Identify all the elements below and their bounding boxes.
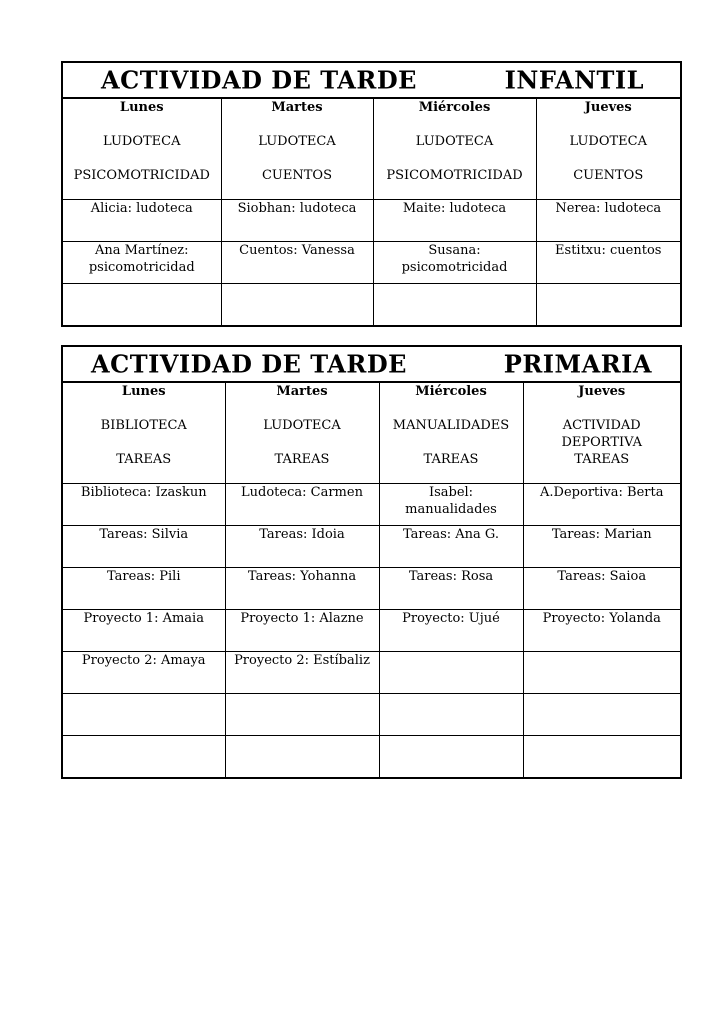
table-cell	[225, 694, 379, 736]
infantil-title-bar	[62, 62, 681, 98]
table-cell: Proyecto 1: Amaia	[62, 610, 225, 652]
table-cell	[225, 736, 379, 779]
table-row	[62, 242, 681, 284]
table-cell: Tareas: Yohanna	[225, 568, 379, 610]
table-cell: Ana Martínez: psicomotricidad	[62, 242, 221, 284]
primaria-schedule-table	[61, 345, 682, 779]
infantil-schedule-table	[61, 61, 682, 327]
activity-1: MANUALIDADES	[392, 418, 510, 433]
table-row	[62, 200, 681, 242]
table-cell: Proyecto 2: Estíbaliz	[225, 652, 379, 694]
table-cell: Nerea: ludoteca	[536, 200, 681, 242]
infantil-day-header	[536, 98, 681, 200]
table-cell	[62, 694, 225, 736]
table-cell	[523, 694, 681, 736]
table-row	[62, 610, 681, 652]
primaria-day-header	[379, 382, 523, 484]
table-cell: Biblioteca: Izaskun	[62, 484, 225, 526]
table-cell: Isabel: manualidades	[379, 484, 523, 526]
table-cell	[373, 284, 536, 327]
table-cell	[523, 652, 681, 694]
activity-1: ACTIVIDAD DEPORTIVA	[561, 418, 643, 450]
activity-1: LUDOTECA	[569, 134, 647, 149]
activity-2: TAREAS	[423, 452, 479, 467]
activity-1: LUDOTECA	[415, 134, 494, 149]
table-row	[62, 526, 681, 568]
table-cell: Tareas: Saioa	[523, 568, 681, 610]
day-name: Lunes	[121, 384, 166, 399]
activity-2: PSICOMOTRICIDAD	[73, 168, 210, 183]
day-name: Lunes	[119, 100, 164, 115]
primaria-title: ACTIVIDAD DE TARDE	[91, 349, 407, 379]
table-row	[62, 694, 681, 736]
table-cell	[536, 284, 681, 327]
table-row	[62, 484, 681, 526]
table-cell	[62, 736, 225, 779]
table-cell: Proyecto: Ujué	[379, 610, 523, 652]
infantil-title: ACTIVIDAD DE TARDE	[101, 65, 417, 95]
infantil-day-header	[373, 98, 536, 200]
day-name: Jueves	[584, 100, 632, 115]
table-cell: Ludoteca: Carmen	[225, 484, 379, 526]
infantil-day-header	[62, 98, 221, 200]
activity-1: LUDOTECA	[258, 134, 336, 149]
table-cell	[523, 736, 681, 779]
table-cell: A.Deportiva: Berta	[523, 484, 681, 526]
day-name: Miércoles	[418, 100, 491, 115]
table-row	[62, 284, 681, 327]
table-cell	[221, 284, 373, 327]
table-cell: Tareas: Silvia	[62, 526, 225, 568]
table-cell: Susana: psicomotricidad	[373, 242, 536, 284]
table-cell: Tareas: Rosa	[379, 568, 523, 610]
table-cell: Proyecto: Yolanda	[523, 610, 681, 652]
table-cell: Tareas: Ana G.	[379, 526, 523, 568]
table-row	[62, 652, 681, 694]
table-cell: Cuentos: Vanessa	[221, 242, 373, 284]
table-cell: Proyecto 1: Alazne	[225, 610, 379, 652]
primaria-section-label: PRIMARIA	[503, 349, 652, 379]
table-row	[62, 568, 681, 610]
activity-2: TAREAS	[274, 452, 330, 467]
table-row	[62, 736, 681, 779]
activity-2: TAREAS	[574, 452, 630, 467]
table-cell	[379, 694, 523, 736]
table-cell: Maite: ludoteca	[373, 200, 536, 242]
day-name: Miércoles	[415, 384, 487, 399]
primaria-day-header	[62, 382, 225, 484]
table-cell: Proyecto 2: Amaya	[62, 652, 225, 694]
activity-2: CUENTOS	[573, 168, 644, 183]
infantil-day-header	[221, 98, 373, 200]
table-cell: Estitxu: cuentos	[536, 242, 681, 284]
activity-2: PSICOMOTRICIDAD	[386, 168, 523, 183]
primaria-day-header	[523, 382, 681, 484]
table-cell: Siobhan: ludoteca	[221, 200, 373, 242]
activity-1: BIBLIOTECA	[100, 418, 187, 433]
activity-1: LUDOTECA	[263, 418, 341, 433]
primaria-day-header	[225, 382, 379, 484]
table-cell: Tareas: Marian	[523, 526, 681, 568]
infantil-section-label: INFANTIL	[504, 65, 644, 95]
day-name: Jueves	[578, 384, 626, 399]
table-cell	[62, 284, 221, 327]
table-cell	[379, 652, 523, 694]
day-name: Martes	[276, 384, 328, 399]
activity-2: CUENTOS	[261, 168, 332, 183]
day-name: Martes	[271, 100, 323, 115]
table-cell: Alicia: ludoteca	[62, 200, 221, 242]
table-cell: Tareas: Pili	[62, 568, 225, 610]
table-cell	[379, 736, 523, 779]
primaria-title-bar	[62, 346, 681, 382]
activity-2: TAREAS	[116, 452, 172, 467]
table-cell: Tareas: Idoia	[225, 526, 379, 568]
activity-1: LUDOTECA	[103, 134, 181, 149]
